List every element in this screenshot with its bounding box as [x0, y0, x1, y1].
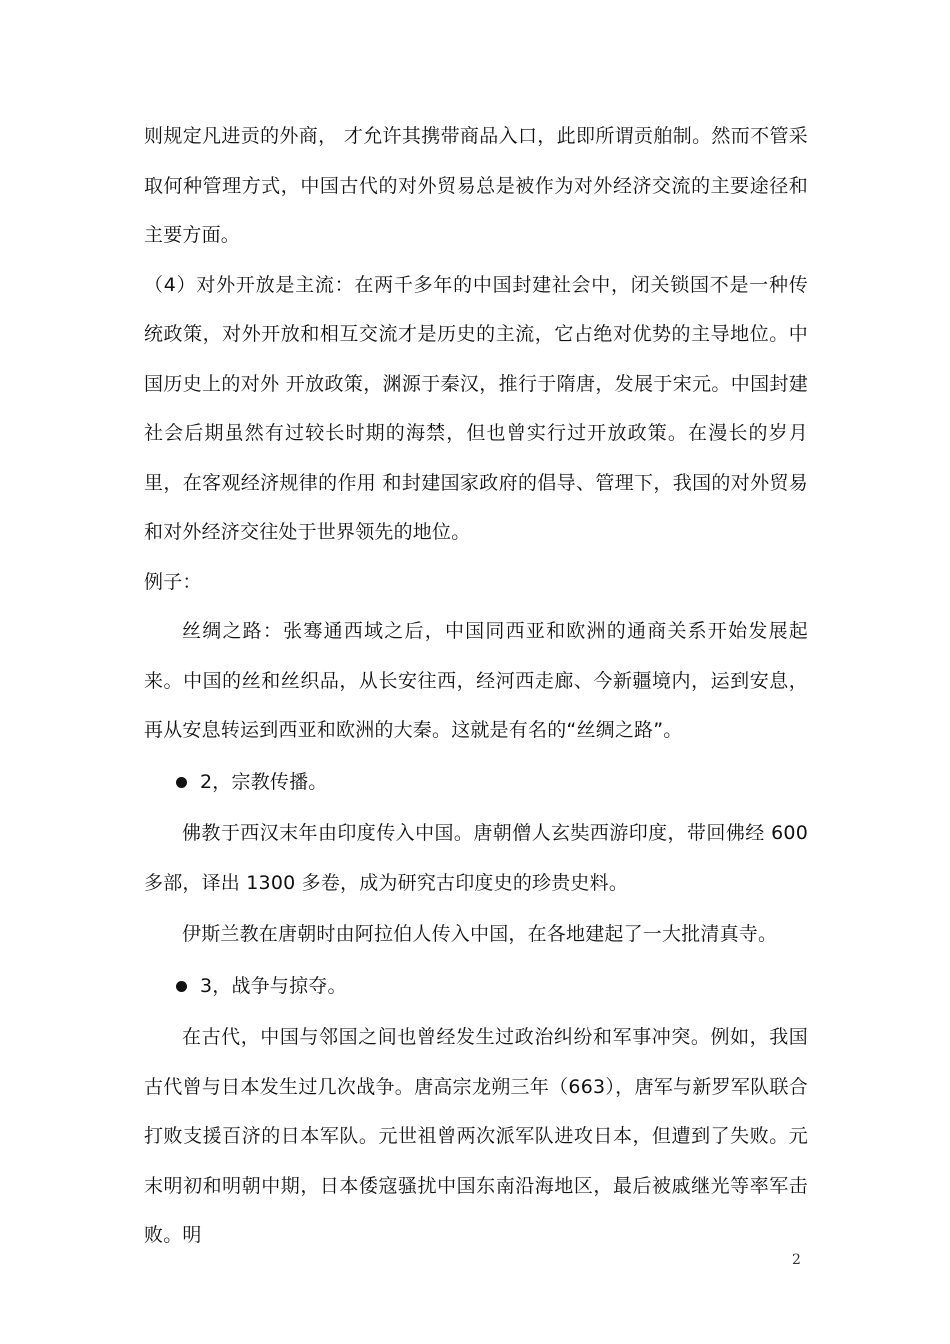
bullet-item-label: 3，战争与掠夺。 — [200, 974, 347, 997]
bullet-dot-icon — [176, 777, 187, 788]
bullet-item-religion — [144, 758, 808, 808]
paragraph-war-conflicts: 在古代，中国与邻国之间也曾经发生过政治纠纷和军事冲突。例如，我国古代曾与日本发生过几次战争。唐高宗龙朔三年（663），唐军与新罗军队联合打败支援百济的日本军队。元世祖曾两次派军队进攻日本，但遭到了失败。元末明初和明朝中期，日本倭寇骚扰中国东南沿海地区，最后被戚继光等率军击败。明 — [144, 1026, 808, 1246]
paragraph-islam: 伊斯兰教在唐朝时由阿拉伯人传入中国，在各地建起了一大批清真寺。 — [182, 923, 778, 945]
paragraph-opening-up-mainstream: （4）对外开放是主流：在两千多年的中国封建社会中，闭关锁国不是一种传统政策，对外开放和相互交流才是历史的主流，它占绝对优势的主导地位。中国历史上的对外 开放政策，渊源于秦汉，推行于隋唐，发展于宋元。中国封建社会后期虽然有过较长时期的海禁，但也曾实行过开放政策。在漫长的岁月里，在客观经济规律的作用 和封建国家政府的倡导、管理下，我国的对外贸易和对外经济交往处于世界领先的地位。 — [144, 273, 808, 543]
bullet-item-war — [144, 962, 808, 1012]
paragraph-buddhism: 佛教于西汉末年由印度传入中国。唐朝僧人玄奘西游印度，带回佛经 600多部，译出 1300 多卷，成为研究古印度史的珍贵史料。 — [144, 822, 808, 894]
paragraph-examples-heading: 例子： — [144, 570, 202, 593]
page-number: 2 — [792, 1252, 801, 1268]
document-body — [144, 112, 808, 1261]
paragraph-tribute-system: 则规定凡进贡的外商， 才允许其携带商品入口，此即所谓贡舶制。然而不管采取何种管理方式，中国古代的对外贸易总是被作为对外经济交流的主要途径和主要方面。 — [144, 125, 808, 246]
bullet-item-label: 2，宗教传播。 — [200, 770, 328, 793]
bullet-dot-icon — [176, 981, 187, 992]
paragraph-silk-road: 丝绸之路：张骞通西域之后，中国同西亚和欧洲的通商关系开始发展起来。中国的丝和丝织品，从长安往西，经河西走廊、今新疆境内，运到安息，再从安息转运到西亚和欧洲的大秦。这就是有名的“丝绸之路”。 — [144, 620, 808, 741]
